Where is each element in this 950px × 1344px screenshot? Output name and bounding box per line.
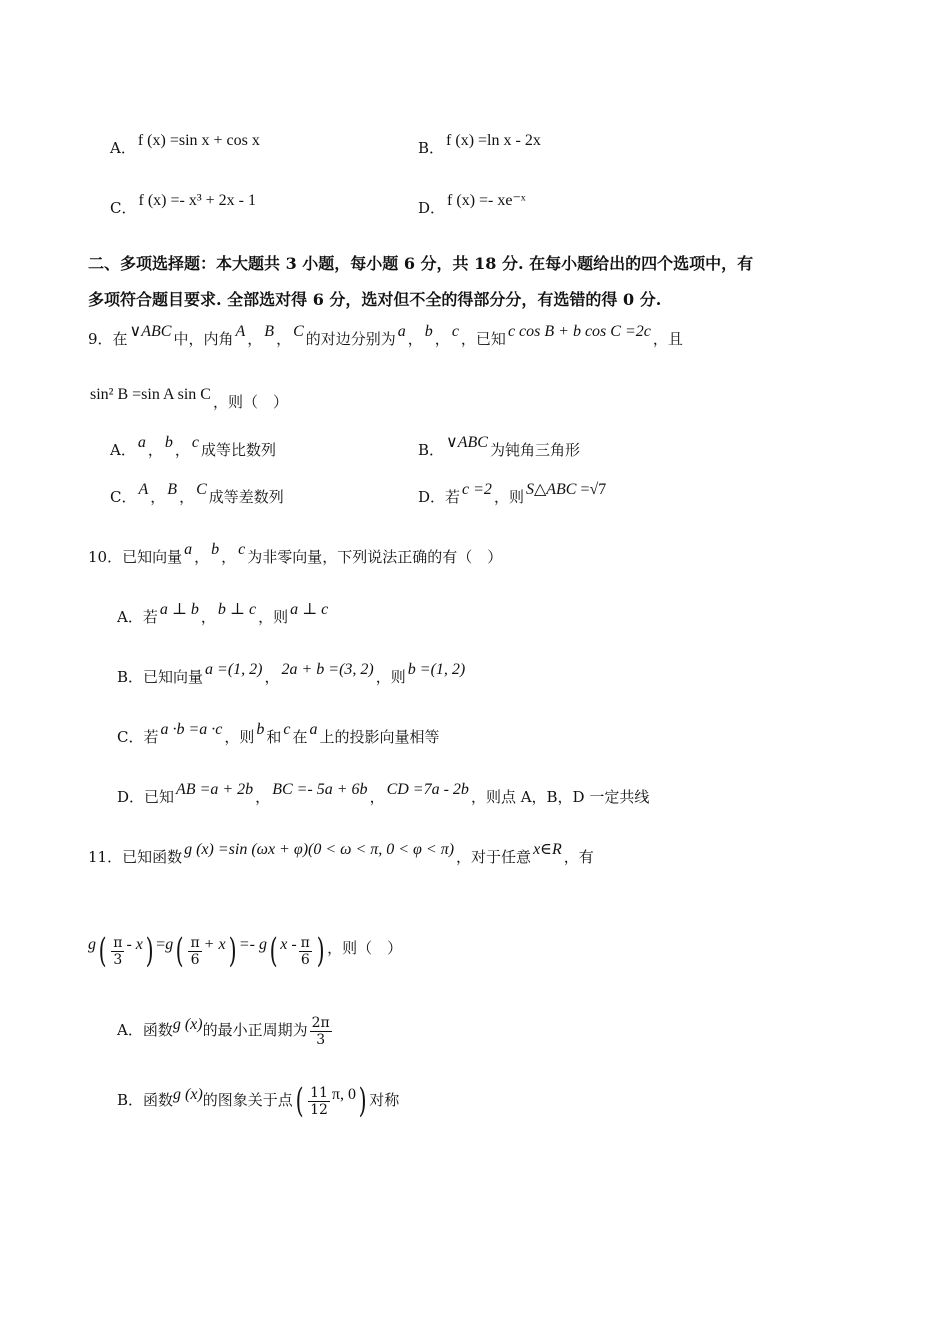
- q10-option-d[interactable]: D．已知 AB =a + 2b ， BC =- 5a + 6b ， CD =7a - 2b ，则点 A，B，D 一定共线: [117, 781, 650, 806]
- fraction-11-over-12: $\frac{11}{12}$: [310, 1084, 328, 1118]
- option-label: B．: [418, 139, 445, 157]
- option-label: C．: [110, 199, 137, 217]
- section2-heading-line2: 多项符合题目要求. 全部选对得 6 分，选对但不全的得部分分，有选错的得 0 分.: [88, 290, 662, 309]
- q10-option-a[interactable]: A．若 a ⊥ b ， b ⊥ c ，则 a ⊥ c: [117, 601, 329, 626]
- q9-option-c[interactable]: C． A ， B ， C 成等差数列: [110, 481, 284, 506]
- q10-option-c[interactable]: C．若 a ·b =a ·c ，则 b 和 c 在 a 上的投影向量相等: [117, 721, 440, 746]
- q11-option-a[interactable]: A．函数g (x)的最小正周期为 $\frac{2\pi}{3}$: [117, 1014, 330, 1048]
- q9-stem-cont: sin² B =sin A sin C ，则（ ）: [90, 386, 288, 411]
- q8-option-b[interactable]: [418, 132, 543, 159]
- q11-equation: g( $\frac{\pi}{3}$ - x) =g( $\frac{\pi}{6}$ + x) =- g( x - $\frac{\pi}{6}$ ) ，则（ ）: [88, 931, 403, 971]
- q10-stem: 10．已知向量 a ， b ， c 为非零向量，下列说法正确的有（ ）: [88, 541, 503, 566]
- q9-option-d[interactable]: D．若 c =2 ，则 S△ABC =√7: [418, 481, 607, 506]
- option-math: f (x) =- x³ + 2x - 1: [138, 192, 256, 209]
- q11-stem: 11．已知函数 g (x) =sin (ωx + φ)(0 < ω < π, 0 < φ < π) ，对于任意 x∈R ，有: [88, 841, 594, 866]
- option-math: f (x) =sin x + cos x: [137, 132, 260, 149]
- q8-option-a[interactable]: [110, 132, 262, 159]
- q8-option-d[interactable]: [418, 192, 528, 219]
- option-math: f (x) =ln x - 2x: [446, 132, 541, 149]
- q9-stem: 9．在 ∨ABC 中，内角 A ， B ， C 的对边分别为 a ， b ， c ，已知 c cos B + b cos C =2c ，且: [88, 323, 683, 348]
- q9-option-b[interactable]: B． ∨ABC 为钝角三角形: [418, 434, 580, 459]
- q9-option-a[interactable]: A． a ， b ， c 成等比数列: [110, 434, 276, 459]
- q10-option-b[interactable]: B．已知向量 a =(1, 2) ， 2a + b =(3, 2) ，则 b =(1, 2): [117, 661, 466, 686]
- option-label: A．: [110, 139, 136, 157]
- section2-heading-line1: 二、多项选择题：本大题共 3 小题，每小题 6 分，共 18 分. 在每小题给出的四个选项中，有: [88, 254, 754, 273]
- fraction-pi-over-3: $\frac{\pi}{3}$: [113, 934, 123, 968]
- fraction-pi-over-6: $\frac{\pi}{6}$: [300, 934, 310, 968]
- fraction-pi-over-6: $\frac{\pi}{6}$: [190, 934, 200, 968]
- q11-option-b[interactable]: B．函数g (x)的图象关于点( $\frac{11}{12}$ π, 0) 对称: [117, 1081, 400, 1121]
- q8-option-c[interactable]: [110, 192, 258, 219]
- option-label: D．: [418, 199, 446, 217]
- fraction-2pi-over-3: $\frac{2\pi}{3}$: [311, 1014, 330, 1048]
- option-math: f (x) =- xe⁻ˣ: [447, 192, 526, 209]
